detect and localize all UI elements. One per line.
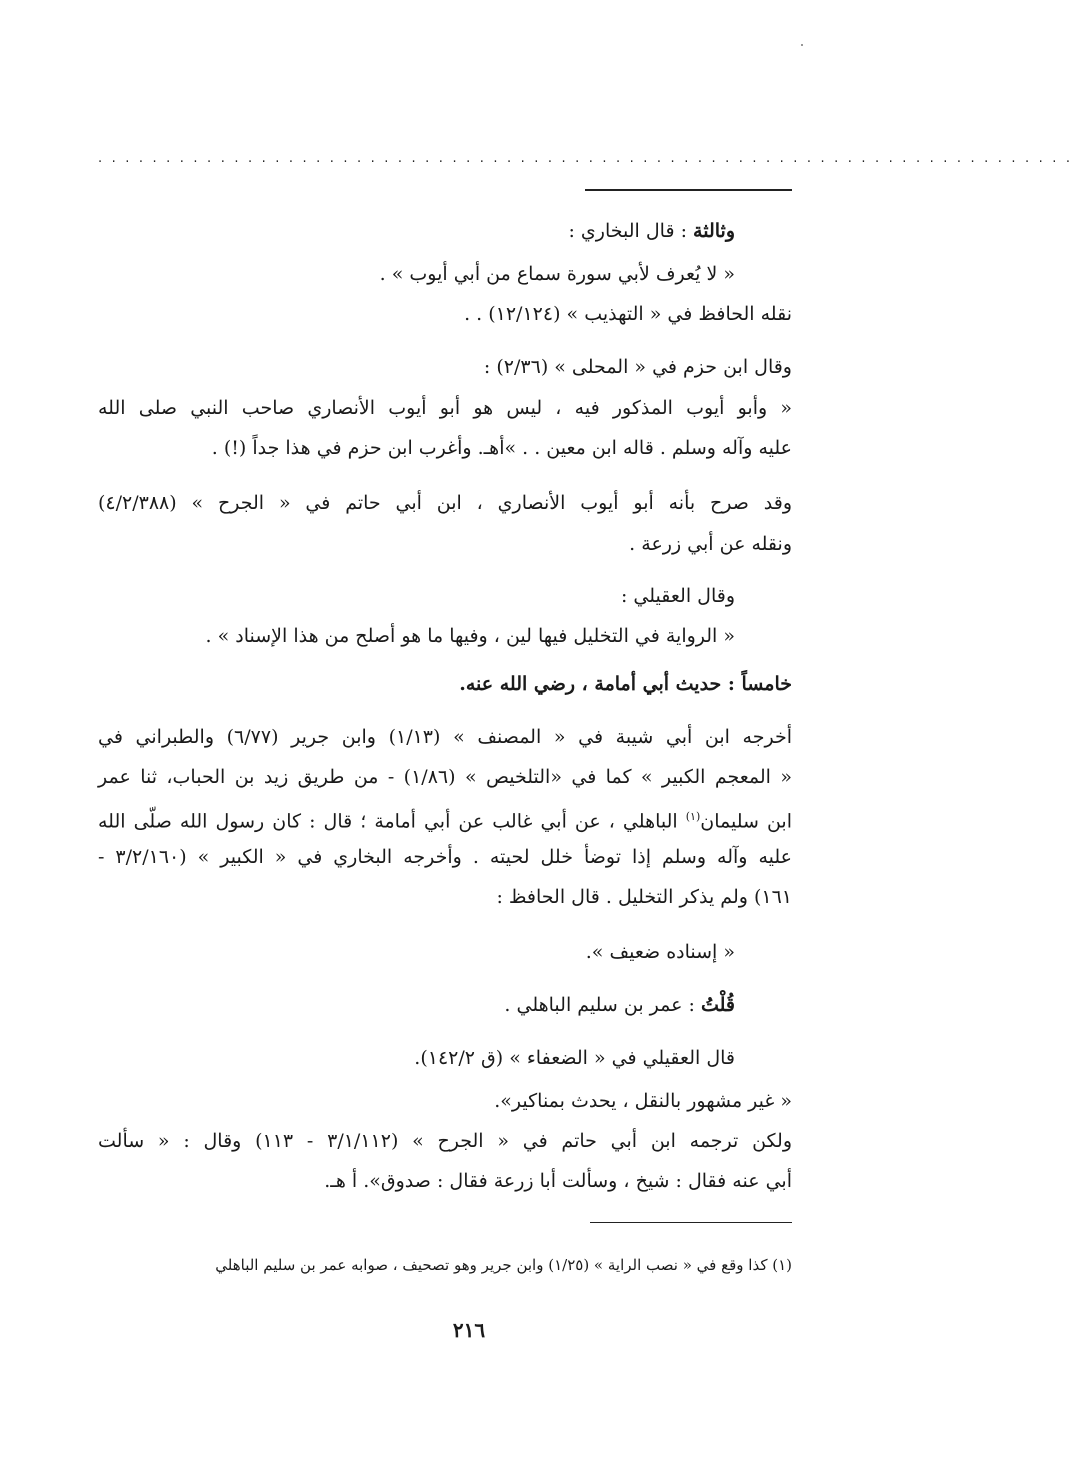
text-line: ونقله عن أبي زرعة .: [629, 533, 792, 555]
text-line: ولكن ترجمه ابن أبي حاتم في « الجرح » (٣/١/١١٢ - ١١٣) وقال : « سألت: [98, 1130, 793, 1152]
text-line: « وأبو أيوب المذكور فيه ، ليس هو أبو أيوب الأنصاري صاحب النبي صلى الله: [98, 397, 792, 419]
text-line: أبي عنه فقال : شيخ ، وسألت أبا زرعة فقال : صدوق». أ هـ.: [324, 1170, 792, 1192]
text-line: وثالثة : قال البخاري :: [568, 220, 735, 242]
dotted-separator: ........................................................................: [98, 151, 1080, 166]
text-line: « إسناده ضعيف ».: [585, 941, 735, 963]
text-line: « لا يُعرف لأبي سورة سماع من أبي أيوب » .: [379, 263, 735, 285]
text-line: قال العقيلي في « الضعفاء » (ق ١٤٢/٢).: [414, 1047, 735, 1069]
text-line: « المعجم الكبير » كما في «التلخيص » (١/٨٦) - من طريق زيد بن الحباب، ثنا عمر: [98, 766, 792, 788]
text-line: قُلْتُ : عمر بن سليم الباهلي .: [504, 994, 735, 1016]
text-line: وقد صرح بأنه أبو أيوب الأنصاري ، ابن أبي حاتم في « الجرح » (٤/٢/٣٨٨): [98, 492, 792, 514]
footnote: (١) كذا وقع في « نصب الراية » (١/٢٥) وابن جرير وهو تصحيف ، صوابه عمر بن سليم الباهلي: [215, 1256, 792, 1274]
text-line: وقال ابن حزم في « المحلى » (٢/٣٦) :: [483, 356, 792, 378]
text-line: خامساً : حديث أبي أمامة ، رضي الله عنه.: [459, 673, 792, 695]
text-line: ١٦١) ولم يذكر التخليل . قال الحافظ :: [496, 886, 792, 908]
text-line: « غير مشهور بالنقل ، يحدث بمناكير».: [494, 1090, 792, 1112]
section-rule: [585, 189, 792, 191]
page-number: ٢١٦: [452, 1318, 486, 1342]
bold-heading: وثالثة: [693, 220, 735, 242]
text-line: ابن سليمان$^{(١)}$ الباهلي ، عن أبي غالب عن أبي أمامة ؛ قال : كان رسول الله صلّى الله: [98, 810, 792, 833]
text-line: « الرواية في التخليل فيها لين ، وفيها ما هو أصلح من هذا الإسناد » .: [205, 625, 735, 647]
bold-heading: خامساً: [741, 673, 792, 695]
bold-heading: قُلْتُ: [700, 994, 735, 1016]
text-line: عليه وآله وسلم . قاله ابن معين . . »أهـ. وأغرب ابن حزم في هذا جداً (!) .: [211, 437, 792, 459]
scan-speck: [801, 44, 803, 46]
footnote-rule: [590, 1222, 792, 1223]
text-line: عليه وآله وسلم إذا توضأ خلل لحيته . وأخرجه البخاري في « الكبير » (٣/٢/١٦٠ -: [98, 846, 792, 868]
text-line: وقال العقيلي :: [620, 585, 735, 607]
text-line: أخرجه ابن أبي شيبة في « المصنف » (١/١٣) وابن جرير (٦/٧٧) والطبراني في: [98, 726, 792, 748]
text-line: نقله الحافظ في « التهذيب » (١٢/١٢٤) . .: [464, 303, 792, 325]
footnote-ref: (١): [685, 810, 701, 823]
